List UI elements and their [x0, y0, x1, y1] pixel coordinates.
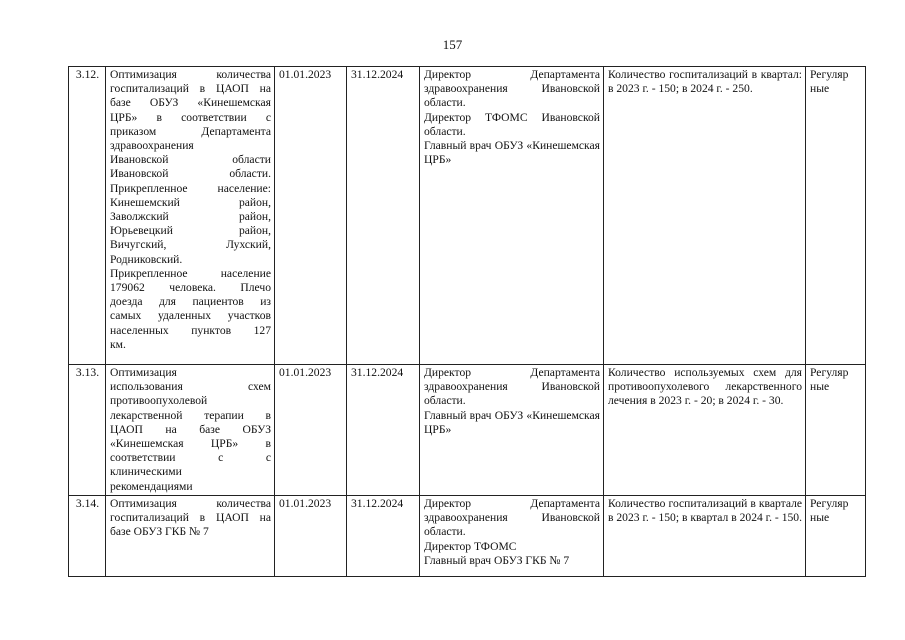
start-date-cell: 01.01.2023 [275, 496, 347, 577]
responsible-person: Главный врач ОБУЗ «Кинешемская ЦРБ» [424, 408, 600, 436]
description-line: соответствии с с [110, 451, 271, 465]
periodicity-line: ные [810, 380, 830, 394]
description-line: Ивановской области. [110, 167, 271, 181]
description-line: приказом Департамента [110, 124, 271, 138]
description-line: Прикрепленное население [110, 266, 271, 280]
description-line: клиническими [110, 465, 182, 479]
description-line: противоопухолевой [110, 394, 208, 408]
table-body [69, 67, 866, 577]
description-line: базе ОБУЗ ГКБ № 7 [110, 525, 209, 539]
start-date-cell: 01.01.2023 [275, 67, 347, 365]
description-line: Родниковский. [110, 252, 183, 266]
description-line: лекарственной терапии в [110, 408, 271, 422]
description-line: здравоохранения [110, 139, 194, 153]
responsible-cell [420, 365, 604, 496]
table-row [69, 496, 866, 577]
description-line: Кинешемский район, [110, 195, 271, 209]
description-line: «Кинешемская ЦРБ» в [110, 437, 271, 451]
start-date-cell: 01.01.2023 [275, 365, 347, 496]
description-line: 179062 человека. Плечо [110, 281, 271, 295]
description-line: ЦРБ» в соответствии с [110, 110, 271, 124]
description-line: рекомендациями [110, 479, 193, 493]
page-number: 157 [442, 37, 463, 52]
description-line: Оптимизация [110, 366, 177, 379]
responsible-person: Директор Департамента здравоохранения Ивановской области. [424, 366, 600, 408]
description-line: самых удаленных участков [110, 309, 271, 323]
item-number-cell: 3.12. [69, 67, 106, 365]
periodicity-line: Регуляр [810, 497, 849, 510]
description-line: Оптимизация количества [110, 497, 271, 510]
periodicity-line: ные [810, 511, 830, 525]
periodicity-cell [806, 67, 866, 365]
indicator-cell: Количество госпитализаций в квартал: в 2023 г. - 150; в 2024 г. - 250. [604, 67, 806, 365]
responsible-person: Директор Департамента здравоохранения Ивановской области. [424, 68, 600, 110]
end-date-cell: 31.12.2024 [347, 496, 420, 577]
responsible-person: Директор Департамента здравоохранения Ивановской области. [424, 497, 600, 539]
item-number-cell: 3.14. [69, 496, 106, 577]
measure-description-cell [106, 67, 275, 365]
end-date-cell: 31.12.2024 [347, 67, 420, 365]
description-line: госпитализаций в ЦАОП на [110, 511, 271, 525]
description-line: Вичугский, Лухский, [110, 238, 271, 252]
description-line: Оптимизация количества [110, 68, 271, 81]
periodicity-cell [806, 496, 866, 577]
periodicity-line: Регуляр [810, 366, 849, 379]
measures-table [68, 66, 866, 577]
measure-description-cell [106, 365, 275, 496]
indicator-cell: Количество госпитализаций в квартале в 2023 г. - 150; в квартал в 2024 г. - 150. [604, 496, 806, 577]
table-row [69, 365, 866, 496]
description-line: Юрьевецкий район, [110, 224, 271, 238]
description-line: госпитализаций в ЦАОП на [110, 82, 271, 96]
description-line: Ивановской области [110, 153, 271, 167]
indicator-cell: Количество используемых схем для противоопухолевого лекарственного лечения в 2023 г. - 20; в 2024 г. - 30. [604, 365, 806, 496]
description-line: населенных пунктов 127 [110, 323, 271, 337]
description-line: км. [110, 337, 126, 351]
description-line: доезда для пациентов из [110, 295, 271, 309]
table-row [69, 67, 866, 365]
description-line: базе ОБУЗ «Кинешемская [110, 96, 271, 110]
description-line: использования схем [110, 380, 271, 394]
responsible-person: Директор ТФОМС [424, 539, 517, 553]
periodicity-cell [806, 365, 866, 496]
periodicity-line: ные [810, 82, 830, 96]
description-line: Прикрепленное население: [110, 181, 271, 195]
responsible-person: Главный врач ОБУЗ «Кинешемская ЦРБ» [424, 139, 600, 167]
item-number-cell: 3.13. [69, 365, 106, 496]
description-line: ЦАОП на базе ОБУЗ [110, 422, 271, 436]
periodicity-line: Регуляр [810, 68, 849, 81]
responsible-person: Директор ТФОМС Ивановской области. [424, 110, 600, 138]
description-line: Заволжский район, [110, 210, 271, 224]
responsible-cell [420, 496, 604, 577]
responsible-cell [420, 67, 604, 365]
end-date-cell: 31.12.2024 [347, 365, 420, 496]
measure-description-cell [106, 496, 275, 577]
responsible-person: Главный врач ОБУЗ ГКБ № 7 [424, 553, 570, 567]
